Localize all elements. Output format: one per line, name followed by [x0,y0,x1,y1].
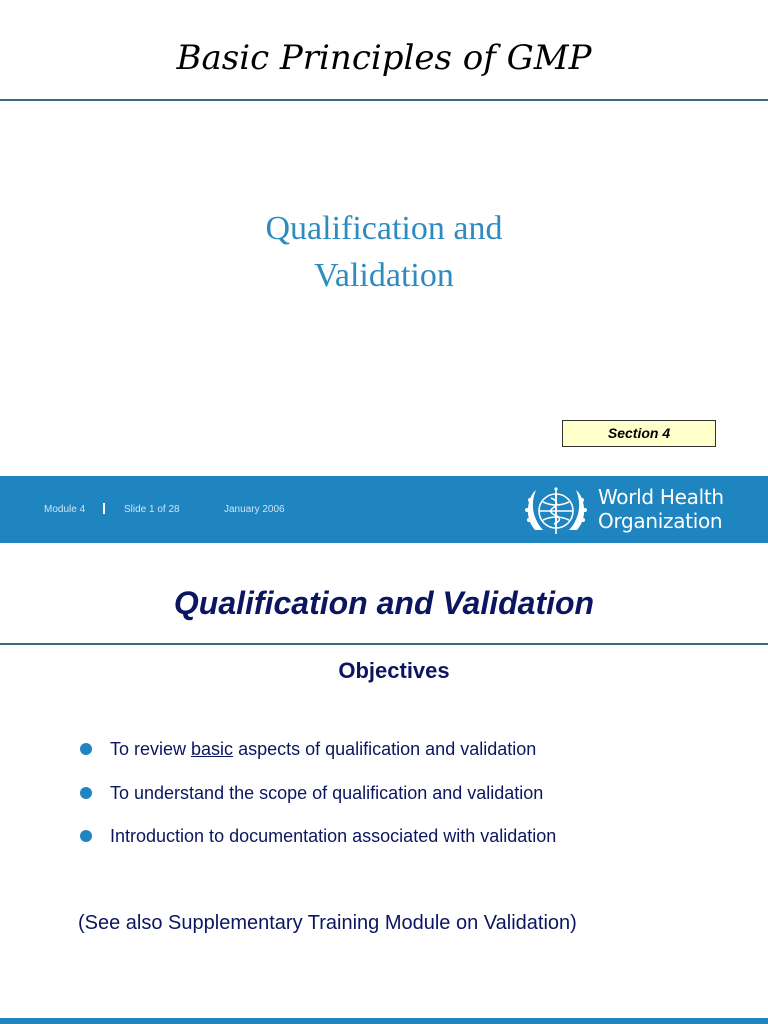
supplementary-note: (See also Supplementary Training Module on Validation) [78,912,577,934]
section-label: Section 4 [562,420,716,447]
slide1-subtitle [0,205,768,299]
bullet-emphasis: basic [191,739,234,759]
list-item [80,823,556,867]
footer-slide-number: Slide 1 of 28 [124,504,180,515]
bullet-dot-icon [80,830,92,842]
footer-band [0,476,768,543]
list-item [80,736,556,780]
objectives-heading: Objectives [338,658,450,683]
subtitle-line-2: Validation [314,257,454,294]
slide1-title: Basic Principles of GMP [176,38,592,78]
footer-module: Module 4 [44,504,86,515]
footer-date: January 2006 [224,504,285,515]
objectives-list [80,736,556,867]
middle-divider [0,643,768,645]
list-item [80,780,556,824]
bullet-suffix: aspects of qualification and validation [233,739,537,759]
bullet-text: To understand the scope of qualification and validation [110,782,544,803]
bullet-dot-icon [80,743,92,755]
bottom-footer-bar [0,1018,768,1024]
slide2-title: Qualification and Validation [173,585,595,621]
who-name-line-1: World Health [598,485,724,509]
bullet-text: Introduction to documentation associated with validation [110,826,557,846]
who-name-line-2: Organization [598,509,723,533]
subtitle-line-1: Qualification and [265,210,503,247]
top-divider [0,99,768,101]
who-wordmark [598,485,724,533]
bullet-prefix: To review [110,739,192,759]
bullet-dot-icon [80,787,92,799]
who-emblem-icon [521,480,591,540]
footer-separator [103,503,105,514]
